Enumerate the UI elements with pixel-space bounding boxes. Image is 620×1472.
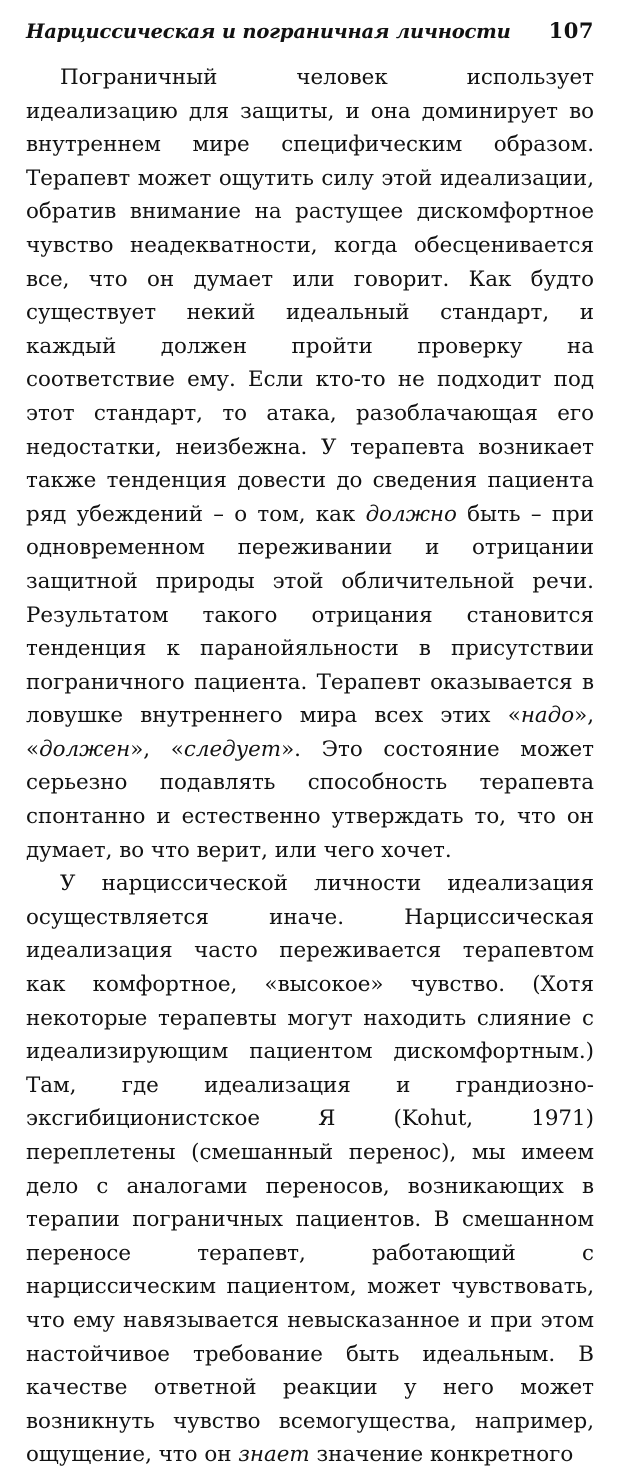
paragraph-1-text-2: быть – при одновременном переживании и отрицании защитной природы этой обличительной речи. Результатом такого отрицания становится тенденция к паранойяльности в присутствии пограничного пациента. Терапевт оказывается в ловушке внутреннего мира всех этих « <box>26 501 594 729</box>
page-header <box>26 18 594 43</box>
paragraph-1-text-5: ». Это состояние может серьезно подавлять способность терапевта спонтанно и естественно утверждать то, что он думает, во что верит, или чего хочет. <box>26 736 594 863</box>
paragraph-2 <box>26 867 594 1472</box>
running-title: Нарциссическая и пограничная личности <box>26 20 511 43</box>
paragraph-2-text-2: значение конкретного <box>309 1442 574 1468</box>
paragraph-2-emphasis-1: знает <box>238 1442 310 1468</box>
paragraph-1-text-4: », « <box>130 736 184 762</box>
paragraph-1-emphasis-2: надо <box>520 703 575 729</box>
page-body <box>26 61 594 1472</box>
paragraph-1-emphasis-1: должно <box>365 501 457 527</box>
paragraph-1-emphasis-4: следует <box>183 736 282 762</box>
page-number: 107 <box>548 18 594 43</box>
paragraph-2-text-1: У нарциссической личности идеализация осуществляется иначе. Нарциссическая идеализация часто переживается терапевтом как комфортное, «высокое» чувство. (Хотя некоторые терапевты могут находить слияние с идеализирующим пациентом дискомфортным.) Там, где идеализация и грандиозно-эксгибиционистское Я (Kohut, 1971) переплетены (смешанный перенос), мы имеем дело с аналогами переносов, возникающих в терапии пограничных пациентов. В смешанном переносе терапевт, работающий с нарциссическим пациентом, может чувствовать, что ему навязывается невысказанное и при этом настойчивое требование быть идеальным. В качестве ответной реакции у него может возникнуть чувство всемогущества, например, ощущение, что он <box>26 871 594 1468</box>
paragraph-1 <box>26 61 594 867</box>
paragraph-1-text-1: Пограничный человек использует идеализацию для защиты, и она доминирует во внутреннем мире специфическим образом. Терапевт может ощутить силу этой идеализации, обратив внимание на растущее дискомфортное чувство неадекватности, когда обесценивается все, что он думает или говорит. Как будто существует некий идеальный стандарт, и каждый должен пройти проверку на соответствие ему. Если кто-то не подходит под этот стандарт, то атака, разоблачающая его недостатки, неизбежна. У терапевта возникает также тенденция довести до сведения пациента ряд убеждений – о том, как <box>26 65 594 527</box>
paragraph-1-emphasis-3: должен <box>39 736 131 762</box>
paragraph-1-text-3: », « <box>26 703 594 762</box>
